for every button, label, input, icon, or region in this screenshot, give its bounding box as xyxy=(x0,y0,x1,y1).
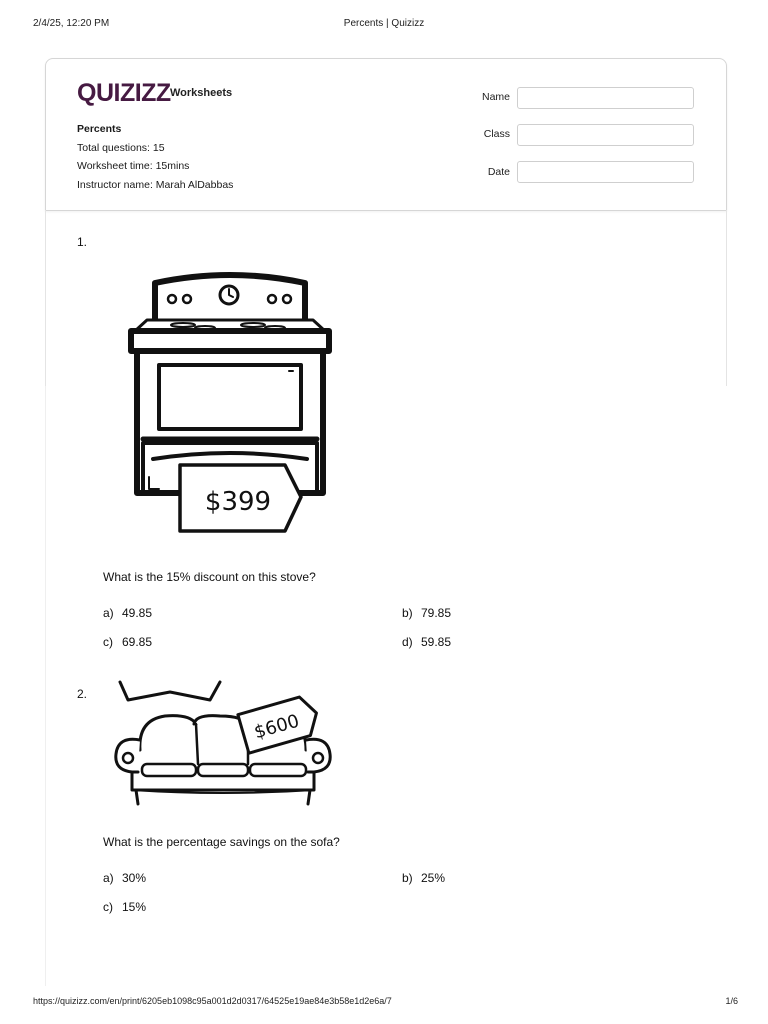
sofa-price-label: $600 xyxy=(251,710,302,744)
date-label: Date xyxy=(487,166,510,178)
option-value: 25% xyxy=(421,871,446,885)
sofa-image xyxy=(110,680,336,810)
instructor-name: Instructor name: Marah AlDabbas xyxy=(77,178,234,191)
stove-image xyxy=(125,265,335,537)
option-value: 30% xyxy=(122,871,147,885)
option-letter: c) xyxy=(103,900,113,914)
section-label: Worksheets xyxy=(170,87,233,99)
option-letter: a) xyxy=(103,606,114,620)
question-1-text: What is the 15% discount on this stove? xyxy=(103,570,316,584)
class-label: Class xyxy=(483,128,510,140)
option-value: 49.85 xyxy=(122,606,153,620)
total-questions: Total questions: 15 xyxy=(77,141,165,154)
question-2-text: What is the percentage savings on the sofa? xyxy=(103,835,340,849)
option-letter: b) xyxy=(402,606,413,620)
question-1-option-a[interactable] xyxy=(103,606,152,620)
option-value: 59.85 xyxy=(421,635,452,649)
stove-price-label: $399 xyxy=(204,487,272,517)
question-2-option-a[interactable] xyxy=(103,871,146,885)
quizizz-logo xyxy=(77,79,233,107)
question-1-option-b[interactable] xyxy=(402,606,451,620)
question-1-option-d[interactable] xyxy=(402,635,451,649)
question-2-option-b[interactable] xyxy=(402,871,445,885)
option-letter: c) xyxy=(103,635,113,649)
question-1-option-c[interactable] xyxy=(103,635,152,649)
option-value: 79.85 xyxy=(421,606,452,620)
worksheet-meta xyxy=(77,120,233,194)
worksheet-title: Percents xyxy=(77,123,122,135)
name-field[interactable] xyxy=(517,87,694,109)
option-value: 15% xyxy=(122,900,147,914)
class-field[interactable] xyxy=(517,124,694,146)
option-value: 69.85 xyxy=(122,635,153,649)
brand-wordmark: QUIZIZZ xyxy=(77,79,171,107)
question-2-option-c[interactable] xyxy=(103,900,146,914)
worksheet-time: Worksheet time: 15mins xyxy=(77,160,190,172)
worksheet-header-card xyxy=(45,58,727,211)
option-letter: d) xyxy=(402,635,413,649)
question-2-number: 2. xyxy=(77,687,88,701)
option-letter: a) xyxy=(103,871,114,885)
print-header xyxy=(0,18,768,32)
name-label: Name xyxy=(481,91,510,103)
print-url: https://quizizz.com/en/print/6205eb1098c95a001d2d0317/64525e19ae84e3b58e1d2e6a/7 xyxy=(33,996,392,1006)
print-datetime: 2/4/25, 12:20 PM xyxy=(33,18,110,29)
date-field[interactable] xyxy=(517,161,694,183)
print-page-title: Percents | Quizizz xyxy=(343,18,425,29)
stove-price-tag xyxy=(180,465,301,531)
worksheet-body-edge xyxy=(45,386,46,986)
option-letter: b) xyxy=(402,871,413,885)
question-1-number: 1. xyxy=(77,235,88,249)
page-number: 1/6 xyxy=(725,996,738,1006)
